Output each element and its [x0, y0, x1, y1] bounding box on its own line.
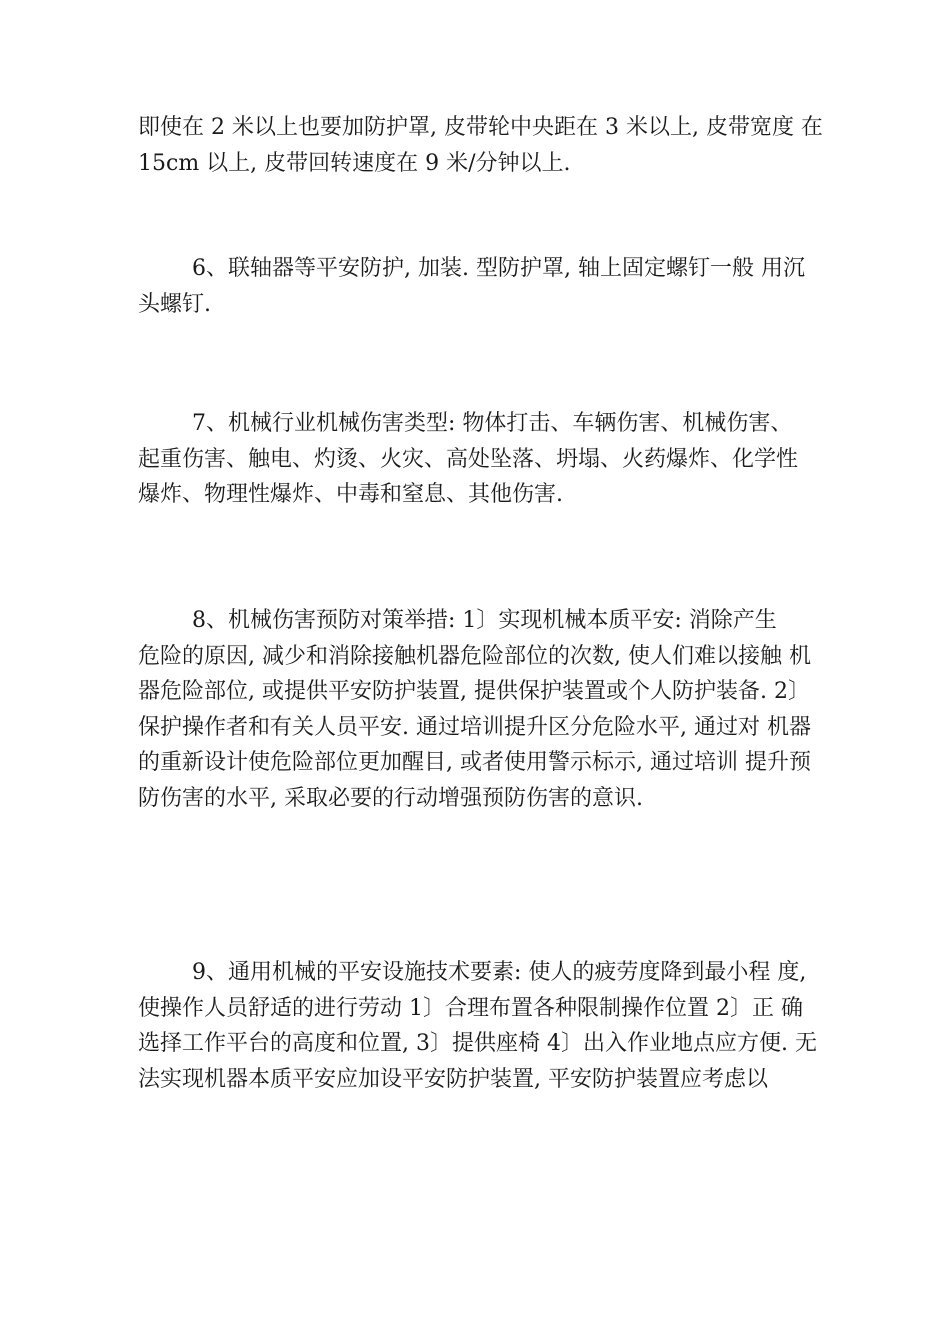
- text-line: 爆炸、物理性爆炸、中毒和窒息、其他伤害.: [138, 482, 563, 507]
- text-line: 6、联轴器等平安防护, 加装. 型防护罩, 轴上固定螺钉一般 用沉: [192, 256, 805, 281]
- text-line: 15cm 以上, 皮带回转速度在 9 米/分钟以上.: [138, 150, 571, 176]
- text-line: 器危险部位, 或提供平安防护装置, 提供保护装置或个人防护装备. 2〕: [138, 679, 810, 704]
- paragraph-item-6: [138, 251, 828, 322]
- paragraph-item-9: [138, 955, 828, 1097]
- text-line: 防伤害的水平, 采取必要的行动增强预防伤害的意识.: [138, 785, 643, 811]
- text-line: 使操作人员舒适的进行劳动 1〕合理布置各种限制操作位置 2〕正 确: [138, 995, 803, 1021]
- text-line: 选择工作平台的高度和位置, 3〕提供座椅 4〕出入作业地点应方便. 无: [138, 1031, 817, 1056]
- paragraph-item-8: [138, 603, 828, 816]
- text-line: 法实现机器本质平安应加设平安防护装置, 平安防护装置应考虑以: [138, 1066, 768, 1092]
- text-line: 8、机械伤害预防对策举措: 1〕实现机械本质平安: 消除产生: [192, 608, 777, 633]
- text-line: 起重伤害、触电、灼烫、火灾、高处坠落、坍塌、火药爆炸、化学性: [138, 446, 799, 472]
- text-line: 头螺钉.: [138, 291, 211, 317]
- text-line: 危险的原因, 减少和消除接触机器危险部位的次数, 使人们难以接触 机: [138, 643, 811, 669]
- text-line: 的重新设计使危险部位更加醒目, 或者使用警示标示, 通过培训 提升预: [138, 750, 811, 775]
- text-line: 9、通用机械的平安设施技术要素: 使人的疲劳度降到最小程 度,: [192, 960, 807, 985]
- paragraph-belt-guard: [138, 110, 828, 181]
- text-line: 保护操作者和有关人员平安. 通过培训提升区分危险水平, 通过对 机器: [138, 714, 811, 740]
- text-line: 即使在 2 米以上也要加防护罩, 皮带轮中央距在 3 米以上, 皮带宽度 在: [138, 115, 823, 140]
- paragraph-item-7: [138, 406, 828, 513]
- text-line: 7、机械行业机械伤害类型: 物体打击、车辆伤害、机械伤害、: [192, 411, 793, 436]
